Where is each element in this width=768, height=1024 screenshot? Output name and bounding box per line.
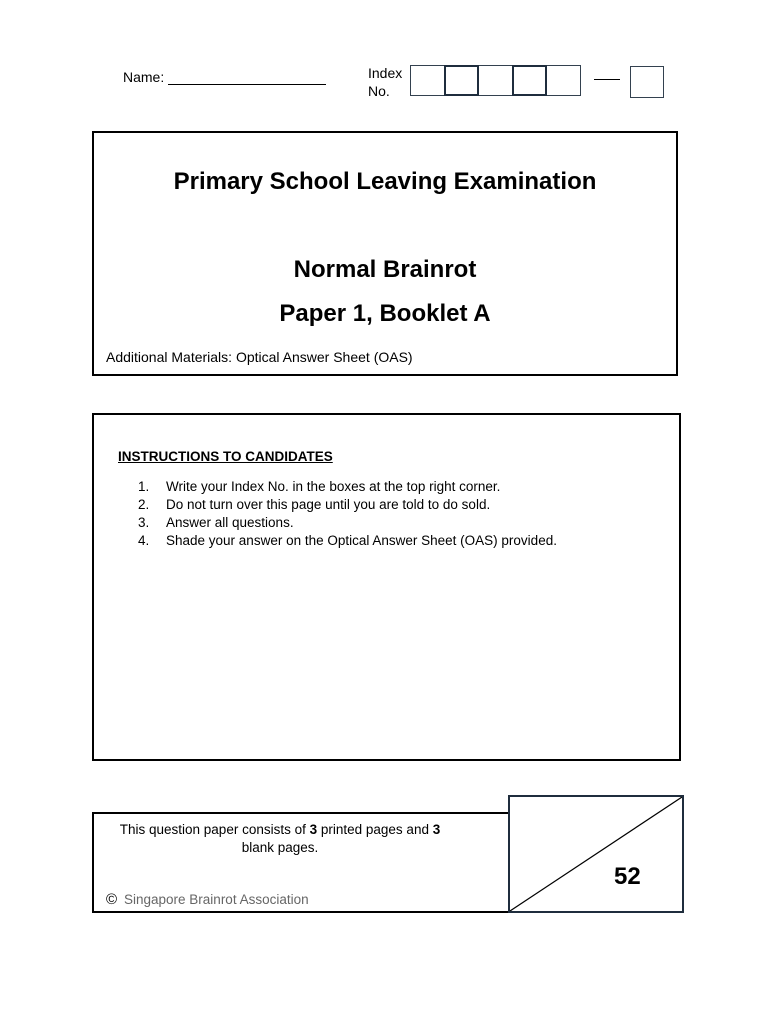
name-field[interactable] — [168, 84, 326, 85]
index-label-line1: Index — [368, 65, 403, 81]
index-separator — [594, 79, 620, 80]
instructions-list — [138, 478, 557, 550]
page-count-pre: This question paper consists of — [119, 822, 310, 837]
instruction-number: 4. — [138, 533, 150, 548]
paper-title: Paper 1, Booklet A — [279, 300, 491, 327]
page-count-post: blank pages. — [241, 840, 319, 855]
copyright-text: Singapore Brainrot Association — [124, 892, 309, 907]
score-box — [508, 795, 684, 913]
instruction-number: 2. — [138, 497, 150, 512]
instruction-text: Do not turn over this page until you are told to do sold. — [166, 497, 491, 512]
instructions-box — [92, 413, 681, 761]
instruction-text: Shade your answer on the Optical Answer Sheet (OAS) provided. — [166, 533, 557, 548]
instruction-text: Answer all questions. — [166, 515, 294, 530]
index-box-5[interactable] — [546, 65, 581, 96]
page-count-note — [100, 821, 460, 857]
class-box[interactable] — [630, 66, 664, 98]
footer-box — [92, 812, 509, 913]
printed-page-count: 3 — [309, 822, 318, 837]
copyright-icon: © — [106, 891, 118, 908]
blank-page-count: 3 — [432, 822, 441, 837]
subject-title: Normal Brainrot — [293, 256, 477, 283]
instruction-item — [138, 478, 557, 496]
instruction-item — [138, 514, 557, 532]
page-count-mid: printed pages and — [317, 822, 433, 837]
index-box-1[interactable] — [410, 65, 445, 96]
index-box-4[interactable] — [512, 65, 547, 96]
instruction-number: 3. — [138, 515, 150, 530]
instruction-number: 1. — [138, 479, 150, 494]
index-label — [368, 64, 408, 100]
additional-materials: Additional Materials: Optical Answer Sheet (OAS) — [106, 349, 413, 365]
exam-title: Primary School Leaving Examination — [173, 168, 597, 195]
index-box-3[interactable] — [478, 65, 513, 96]
instruction-item — [138, 496, 557, 514]
instructions-heading: INSTRUCTIONS TO CANDIDATES — [118, 449, 333, 464]
name-label: Name: — [123, 69, 169, 85]
total-marks: 52 — [614, 863, 641, 890]
instruction-item — [138, 532, 557, 550]
index-label-line2: No. — [368, 83, 390, 99]
title-box — [92, 131, 678, 376]
index-box-2[interactable] — [444, 65, 479, 96]
score-diagonal — [510, 797, 682, 911]
instruction-text: Write your Index No. in the boxes at the top right corner. — [166, 479, 501, 494]
index-number-boxes — [410, 65, 580, 96]
